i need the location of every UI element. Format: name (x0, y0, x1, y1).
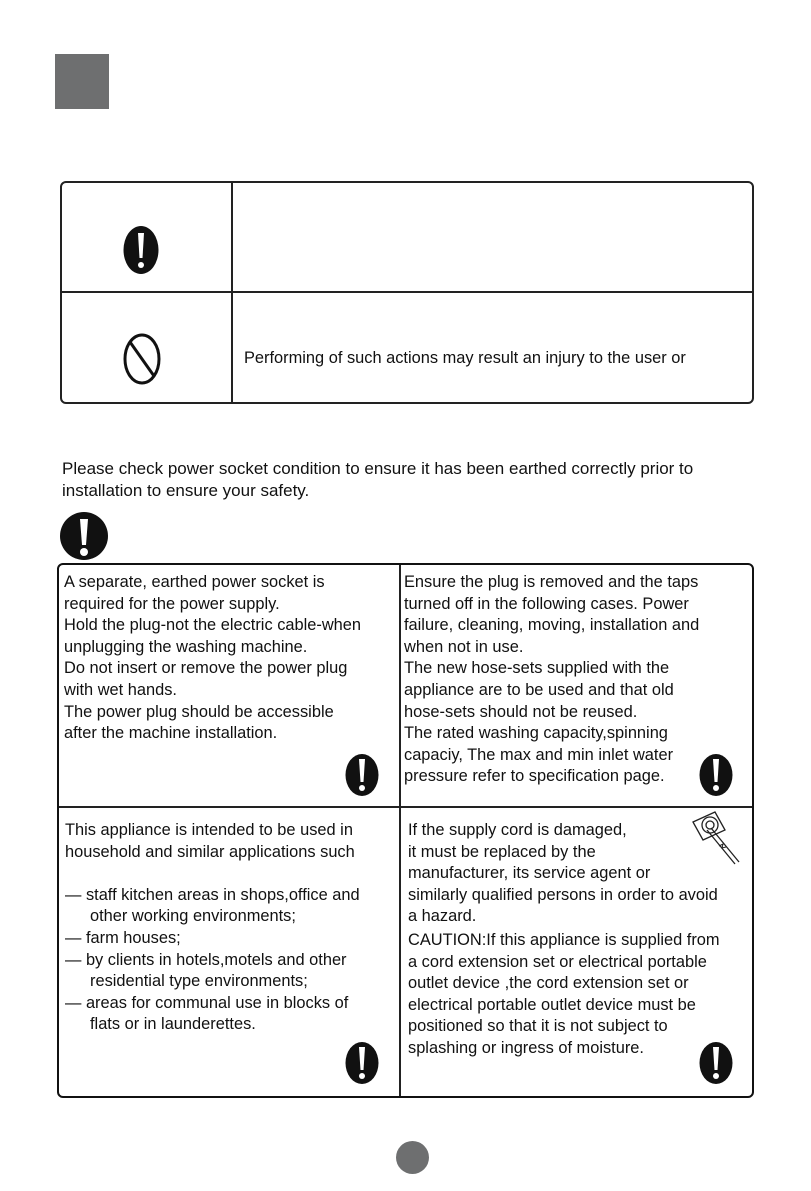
prohibition-description: Performing of such actions may result an injury to the user or (244, 349, 686, 367)
text-line: required for the power supply. (64, 594, 280, 613)
text-line (65, 863, 360, 885)
text-line: The rated washing capacity,spinning (404, 724, 668, 743)
text-line: turned off in the following cases. Power (404, 594, 689, 613)
text-line: positioned so that it is not subject to (408, 1017, 668, 1036)
mandatory-icon (123, 225, 159, 275)
text-line: similarly qualified persons in order to avoid (408, 885, 718, 904)
cell-intended-use (65, 820, 360, 1036)
text-line: flats or in launderettes. (90, 1015, 256, 1034)
text-line: — by clients in hotels,motels and other (65, 950, 347, 969)
divider (231, 183, 233, 402)
text-line: with wet hands. (64, 680, 177, 699)
text-line: A separate, earthed power socket is (64, 573, 325, 591)
text-line: capaciy, The max and min inlet water (404, 745, 674, 764)
text-line: Ensure the plug is removed and the taps (404, 573, 699, 591)
text-line: The power plug should be accessible (64, 702, 334, 721)
text-line: — farm houses; (65, 928, 181, 947)
text-line: Hold the plug-not the electric cable-when (64, 616, 362, 635)
text-line: a cord extension set or electrical portable (408, 952, 707, 971)
text-line: appliance are to be used and that old (404, 680, 674, 699)
page-number-marker (396, 1141, 429, 1174)
text-line: hose-sets should not be reused. (404, 702, 638, 721)
mandatory-icon (59, 511, 109, 561)
text-line: Do not insert or remove the power plug (64, 659, 348, 678)
text-line: outlet device ,the cord extension set or (408, 974, 689, 993)
divider (399, 565, 401, 1096)
text-line: unplugging the washing machine. (64, 637, 308, 656)
text-line: — staff kitchen areas in shops,office and (65, 885, 360, 904)
mandatory-icon (345, 1041, 379, 1085)
damaged-cord-icon (689, 808, 749, 868)
text-line: it must be replaced by the (408, 842, 596, 861)
text-line: manufacturer, its service agent or (408, 864, 651, 883)
text-line: — areas for communal use in blocks of (65, 993, 349, 1012)
cell-caution (408, 930, 720, 1060)
text-line: other working environments; (90, 907, 296, 926)
cell-power-socket (64, 572, 361, 745)
mandatory-icon (699, 1041, 733, 1085)
text-line: electrical portable outlet device must be (408, 995, 696, 1014)
safety-instructions-table (57, 563, 754, 1098)
text-line: This appliance is intended to be used in (65, 821, 353, 839)
text-line: failure, cleaning, moving, installation and (404, 616, 700, 635)
text-line: residential type environments; (90, 972, 308, 991)
divider (59, 806, 752, 808)
text-line: If the supply cord is damaged, (408, 821, 627, 839)
intro-paragraph (62, 458, 693, 501)
cell-unplug-cases (404, 572, 699, 788)
text-line: household and similar applications such (65, 842, 355, 861)
divider (62, 291, 752, 293)
text-line: a hazard. (408, 907, 477, 926)
symbol-legend-table (60, 181, 754, 404)
prohibition-icon (123, 333, 161, 385)
text-line: The new hose-sets supplied with the (404, 659, 670, 678)
text-line: pressure refer to specification page. (404, 767, 665, 786)
text-line: CAUTION:If this appliance is supplied from (408, 931, 720, 949)
cell-supply-cord (408, 820, 718, 928)
section-tab-marker (55, 54, 109, 109)
text-line: when not in use. (404, 637, 524, 656)
text-line: splashing or ingress of moisture. (408, 1038, 644, 1057)
mandatory-icon (345, 753, 379, 797)
mandatory-icon (699, 753, 733, 797)
intro-line: Please check power socket condition to ensure it has been earthed correctly prior to (62, 459, 694, 478)
intro-line: installation to ensure your safety. (62, 480, 310, 500)
text-line: after the machine installation. (64, 724, 278, 743)
